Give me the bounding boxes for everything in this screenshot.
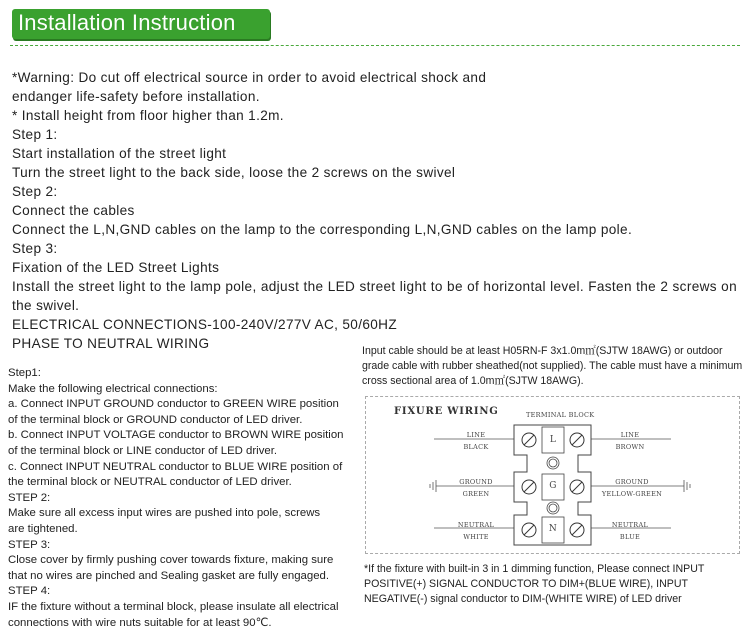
screw-icon (522, 480, 536, 494)
wiring-step-line: Step1: (8, 367, 41, 379)
step2-heading: Step 2: (12, 184, 58, 199)
ground-output-color: YELLOW-GREEN (601, 490, 663, 498)
wiring-step-line: a. Connect INPUT GROUND conductor to GREEN WIRE position (8, 398, 339, 411)
wiring-step-line: the terminal block or NEUTRAL conductor of LED driver. (8, 476, 292, 489)
electrical-connections-heading: ELECTRICAL CONNECTIONS-100-240V/277V AC, 50/60HZ (12, 317, 397, 332)
phase-wiring-heading: PHASE TO NEUTRAL WIRING (12, 336, 210, 351)
wiring-steps (8, 366, 360, 631)
wiring-step-line: STEP 3: (8, 538, 51, 551)
warning-line-1: *Warning: Do cut off electrical source in order to avoid electrical shock and (12, 70, 487, 85)
step1-heading: Step 1: (12, 127, 58, 142)
ground-output-label: GROUND (615, 478, 649, 486)
line-output-color: BROWN (615, 443, 645, 451)
screw-icon (570, 480, 584, 494)
step1-text: Turn the street light to the back side, loose the 2 screws on the swivel (12, 165, 456, 180)
header-divider (10, 45, 740, 46)
wiring-step-line: STEP 4: (8, 585, 51, 598)
terminal-N-label: N (548, 524, 558, 534)
wiring-step-line: Make the following electrical connections: (8, 382, 218, 395)
dimming-note: *If the fixture with built-in 3 in 1 dimming function, Please connect INPUT POSITIVE(+) SIGNAL CONDUCTOR TO DIM+(BLUE WIRE), INPUT NEGATIVE(-) signal conductor to DIM-(WHITE WIRE) of LED driver (364, 563, 705, 606)
step2-title: Connect the cables (12, 203, 135, 218)
wiring-step-line: Make sure all excess input wires are pushed into pole, screws (8, 507, 321, 520)
ground-symbol-left-icon (430, 480, 436, 492)
screw-icon (570, 433, 584, 447)
line-output-label: LINE (620, 431, 640, 439)
wiring-step-line: IF the fixture without a terminal block, please insulate all electrical (8, 600, 339, 613)
terminal-G-label: G (549, 481, 557, 491)
line-input-label: LINE (466, 431, 486, 439)
neutral-output-color: BLUE (619, 533, 641, 541)
neutral-input-label: NEUTRAL (457, 521, 495, 529)
ground-input-label: GROUND (459, 478, 493, 486)
ground-symbol-right-icon (684, 480, 690, 492)
step3-text: Install the street light to the lamp pole, adjust the LED street light to be of horizontal level. Fasten the 2 screws on the swivel. (12, 279, 737, 313)
wiring-step-line: STEP 2: (8, 491, 51, 504)
neutral-output-label: NEUTRAL (611, 521, 649, 529)
fixture-wiring-diagram (365, 396, 740, 554)
mounting-hole-inner-icon (549, 504, 557, 512)
step1-title: Start installation of the street light (12, 146, 227, 161)
page-title: Installation Instruction (18, 10, 236, 35)
wiring-step-line: of the terminal block or LINE conductor of LED driver. (8, 444, 278, 457)
ground-input-color: GREEN (462, 490, 490, 498)
wiring-step-line: Close cover by firmly pushing cover towards fixture, making sure (8, 554, 334, 567)
step3-heading: Step 3: (12, 241, 58, 256)
step2-text: Connect the L,N,GND cables on the lamp to the corresponding L,N,GND cables on the lamp pole. (12, 222, 633, 237)
neutral-input-color: WHITE (463, 533, 489, 541)
wiring-step-line: that no wires are pinched and Sealing gasket are fully engaged. (8, 569, 330, 582)
screw-icon (522, 523, 536, 537)
cable-requirement-note: Input cable should be at least H05RN-F 3x1.0m㎡(SJTW 18AWG) or outdoor grade cable with rubber sheathed(not supplied). The cable must have a minimum cross sectional area of 1.0m㎡(SJTW 18AWG). (362, 345, 743, 388)
mounting-hole-inner-icon (549, 459, 557, 467)
step3-title: Fixation of the LED Street Lights (12, 260, 220, 275)
wiring-step-line: b. Connect INPUT VOLTAGE conductor to BROWN WIRE position (8, 429, 344, 442)
screw-icon (570, 523, 584, 537)
warning-line-2: endanger life-safety before installation. (12, 89, 260, 104)
terminal-block-label: TERMINAL BLOCK (526, 411, 595, 419)
diagram-title: FIXURE WIRING (394, 406, 499, 417)
terminal-L-label: L (549, 435, 557, 445)
wiring-step-line: c. Connect INPUT NEUTRAL conductor to BLUE WIRE position of (8, 460, 343, 473)
line-input-color: BLACK (463, 443, 489, 451)
screw-icon (522, 433, 536, 447)
main-instructions (12, 68, 737, 353)
wiring-step-line: are tightened. (8, 522, 78, 535)
install-height-note: * Install height from floor higher than 1.2m. (12, 108, 284, 123)
wiring-step-line: of the terminal block or GROUND conductor of LED driver. (8, 413, 303, 426)
wiring-step-line: connections with wire nuts suitable for at least 90℃. (8, 616, 272, 629)
